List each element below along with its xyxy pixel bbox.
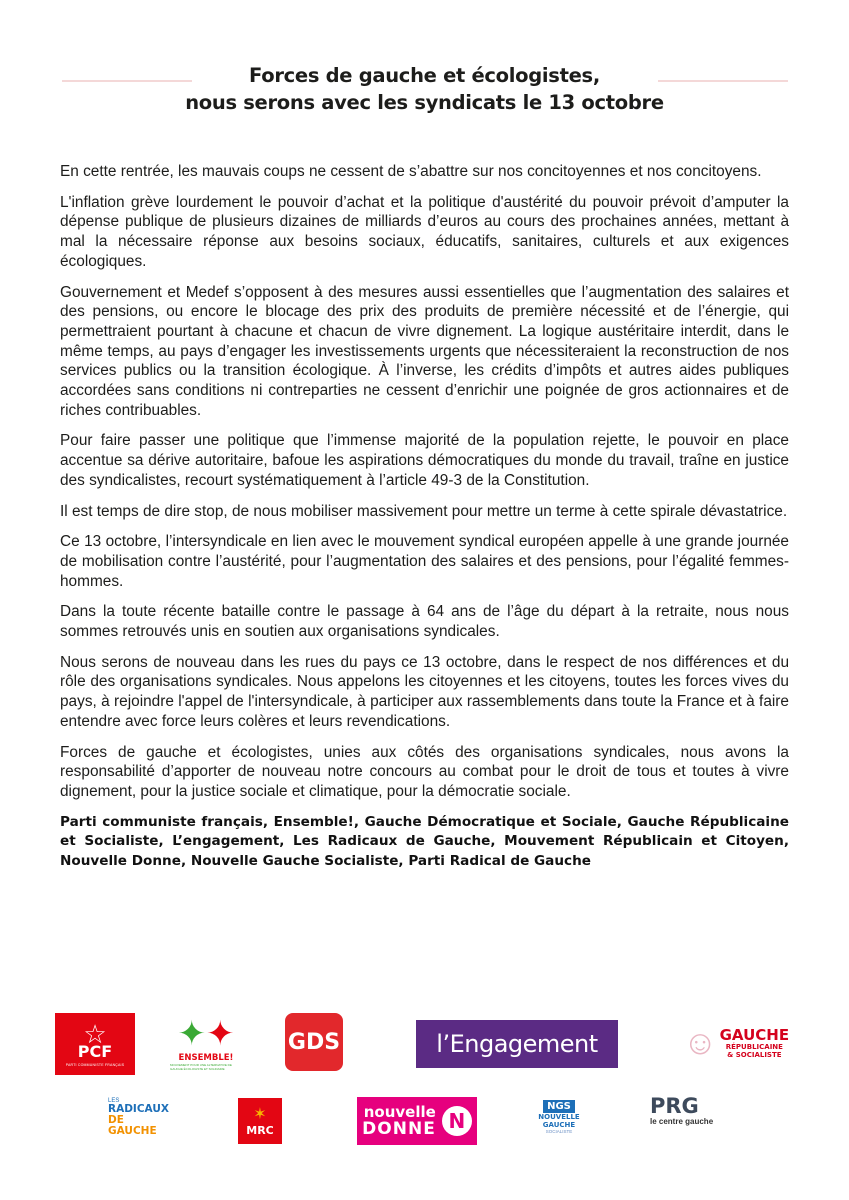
nouvelle-donne-line-1: nouvelle <box>363 1103 436 1121</box>
engagement-logo-name: l’Engagement <box>436 1030 598 1058</box>
radicaux-logo <box>108 1097 174 1137</box>
paragraph: Il est temps de dire stop, de nous mobiliser massivement pour mettre un terme à cette spirale dévastatrice. <box>60 502 788 520</box>
title-line-1: Forces de gauche et écologistes, <box>249 64 600 87</box>
star-icon: ☆ <box>83 1018 107 1049</box>
mrc-logo <box>238 1098 282 1144</box>
radicaux-logo-line-1: LES <box>108 1097 120 1104</box>
ngs-logo-line-4: SOCIALISTE <box>545 1128 573 1134</box>
grs-logo-line-2: RÉPUBLICAINE <box>725 1043 783 1051</box>
mrc-logo-name: MRC <box>246 1123 274 1137</box>
ngs-logo-badge: NGS <box>543 1100 575 1113</box>
ngs-logo-line-2: NOUVELLE <box>538 1112 580 1121</box>
signatories-list: Parti communiste français, Ensemble!, Gauche Démocratique et Sociale, Gauche Républicaine et Socialiste, L’engagement, Les Radicaux de Gauche, Mouvement Républicain et Citoyen, Nouvelle Donne, Nouvelle Gauche Socialiste, Parti Radical de Gauche <box>60 813 789 869</box>
title-line-2: nous serons avec les syndicats le 13 octobre <box>185 91 664 114</box>
profile-icon: ☺ <box>682 1023 718 1062</box>
gds-logo <box>285 1013 343 1071</box>
nouvelle-donne-logo <box>357 1097 477 1145</box>
paragraph: Pour faire passer une politique que l’immense majorité de la population rejette, le pouvoir en place accentue sa dérive autoritaire, bafoue les aspirations démocratiques du monde du travail, traîne en justice des syndicalistes, recourt systématiquement à l’article 49-3 de la Constitution. <box>60 432 789 489</box>
statement-body <box>60 162 789 871</box>
ngs-logo-line-3: GAUCHE <box>542 1120 576 1129</box>
page-title <box>0 62 849 116</box>
paragraph: L'inflation grève lourdement le pouvoir d’achat et la politique d'austérité du pouvoir prévoit d’amputer la dépense publique de plusieurs dizaines de milliards d’euros au cours des prochaines années, mettant à mal la nécessaire réponse aux besoins sociaux, éducatifs, sanitaires, culturels et aux exigences écologiques. <box>60 193 789 270</box>
radicaux-logo-line-2: RADICAUX <box>108 1102 169 1115</box>
people-icon: ✦✦ <box>177 1015 235 1053</box>
pcf-logo-name: PCF <box>77 1041 113 1061</box>
pcf-logo <box>55 1013 135 1075</box>
figure-icon: ✶ <box>253 1105 267 1123</box>
paragraph: En cette rentrée, les mauvais coups ne cessent de s’abattre sur nos concitoyennes et nos concitoyens. <box>60 163 762 180</box>
prg-logo-subtitle: le centre gauche <box>650 1117 714 1126</box>
grs-logo-line-3: & SOCIALISTE <box>727 1051 782 1059</box>
ngs-logo <box>528 1090 590 1144</box>
ensemble-logo-name: ENSEMBLE! <box>178 1053 234 1063</box>
nouvelle-donne-line-2: DONNE <box>362 1119 436 1139</box>
prg-logo <box>650 1093 726 1129</box>
radicaux-logo-line-3: DE GAUCHE <box>108 1113 157 1137</box>
grs-logo <box>676 1016 796 1070</box>
ensemble-logo-subtitle: MOUVEMENT POUR UNE ALTERNATIVE DE GAUCHE ÉCOLOGISTE ET SOLIDAIRE <box>170 1063 232 1071</box>
paragraph: Nous serons de nouveau dans les rues du pays ce 13 octobre, dans le respect de nos différences et du rôle des organisations syndicales. Nous appelons les citoyennes et les citoyens, toutes les forces vives du pays, à rejoindre l'appel de l'intersyndicale, à participer aux rassemblements dans toute la France et à faire entendre avec force leurs colères et leurs revendications. <box>60 653 789 730</box>
engagement-logo <box>416 1020 618 1068</box>
ensemble-logo <box>170 1008 242 1078</box>
paragraph: Dans la toute récente bataille contre le passage à 64 ans de l’âge du départ à la retraite, nous nous sommes retrouvés unis en soutien aux organisations syndicales. <box>60 603 789 641</box>
paragraph: Ce 13 octobre, l’intersyndicale en lien avec le mouvement syndical européen appelle à une grande journée de mobilisation contre l’austérité, pour l’augmentation des salaires et des pensions, pour l’égalité femmes-hommes. <box>60 533 789 590</box>
paragraph: Forces de gauche et écologistes, unies aux côtés des organisations syndicales, nous avons la responsabilité d’apporter de nouveau notre concours au combat pour le droit de tous et toutes à vivre dignement, pour la justice sociale et climatique, pour la démocratie sociale. <box>60 743 789 800</box>
prg-logo-name: PRG <box>650 1094 699 1118</box>
paragraph: Gouvernement et Medef s’opposent à des mesures aussi essentielles que l’augmentation des salaires et des pensions, ou encore le blocage des prix des produits de première nécessité et de l’énergie, qui permettraient pourtant à chacune et chacun de vivre dignement. La logique austéritaire interdit, dans le même temps, au pays d’engager les investissements urgents que nécessiteraient la reconstruction de nos services publics ou la transition écologique. À l’inverse, les crédits d’impôts et autres aides publiques accordées sans conditions ni contreparties ne cessent d’enrichir une poignée de gros actionnaires et de riches contribuables. <box>60 283 789 419</box>
pcf-logo-subtitle: PARTI COMMUNISTE FRANÇAIS <box>65 1062 125 1067</box>
gds-logo-name: GDS <box>287 1029 341 1055</box>
grs-logo-line-1: GAUCHE <box>719 1026 790 1044</box>
nouvelle-donne-mark-icon: N <box>442 1106 472 1136</box>
